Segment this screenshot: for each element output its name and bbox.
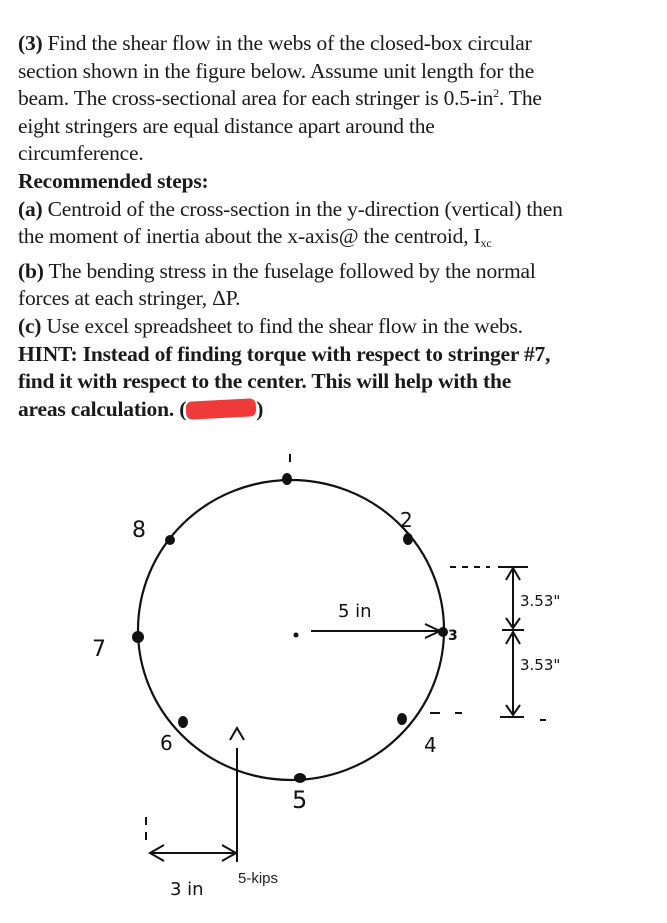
problem-line: circumference.	[18, 141, 144, 166]
problem-line: section shown in the figure below. Assume unit length for the	[18, 58, 535, 83]
label-8: 8	[132, 518, 146, 543]
label-2: 2	[400, 508, 413, 532]
radius-label: 5 in	[338, 601, 372, 622]
stringer-7	[132, 631, 144, 643]
problem-text: (3) Find the shear flow in the webs of the closed-box circular section shown in the figure below. Assume unit length for the beam. The cross-sectional area for each stringer is $0.5-in^2$. The eight stringers are equal distance apart around the circumference. Recommended steps: (a) Centroid of the cross-section in the y-direction (vertical) then the moment of inertia about the x-axis@ the centroid, $I_{xc}$ (b) The bending stress in the fuselage followed by the normal forces at each stringer, ΔP. (c) Use excel spreadsheet to find the shear flow in the webs. HINT: Instead of finding torque with respect to stringer #7, find it with respect to the center. This will help with the areas calculation. ( )	[18, 30, 663, 423]
step-c: (c) Use excel spreadsheet to find the shear flow in the webs.	[18, 313, 523, 338]
hint-line: areas calculation. (	[18, 396, 187, 421]
stringer-8	[165, 535, 175, 545]
stringer-1	[282, 473, 292, 485]
stringer-5	[294, 773, 306, 783]
step-a: (a) Centroid of the cross-section in the y-direction (vertical) then	[18, 196, 563, 221]
step-b: (b) The bending stress in the fuselage followed by the normal	[18, 258, 536, 283]
label-3: 3	[448, 628, 458, 644]
load-label: 5-kips	[238, 870, 279, 887]
label-7: 7	[92, 637, 106, 662]
stringer-2	[403, 533, 413, 545]
hint-line: HINT: Instead of finding torque with respect to stringer #7,	[18, 341, 551, 366]
offset-label: 3 in	[170, 879, 204, 900]
steps-heading: Recommended steps:	[18, 168, 209, 193]
dim-lower-label: 3.53"	[520, 656, 561, 674]
hint-line: find it with respect to the center. This will help with the	[18, 369, 512, 394]
stringer-4	[397, 713, 407, 725]
label-5: 5	[292, 786, 308, 814]
label-4: 4	[424, 733, 437, 757]
problem-line: beam. The cross-sectional area for each stringer is $0.5-in^2$. The	[18, 86, 542, 111]
problem-line: eight stringers are equal distance apart around the	[18, 113, 435, 138]
step-a-cont: the moment of inertia about the x-axis@ the centroid, $I_{xc}$	[18, 224, 492, 251]
stringer-6	[178, 716, 188, 728]
label-6: 6	[160, 731, 173, 755]
problem-line: (3) Find the shear flow in the webs of the closed-box circular	[18, 31, 532, 55]
step-b-cont: forces at each stringer, ΔP.	[18, 286, 241, 311]
dim-upper-label: 3.53"	[520, 592, 561, 610]
center-point	[294, 633, 299, 638]
